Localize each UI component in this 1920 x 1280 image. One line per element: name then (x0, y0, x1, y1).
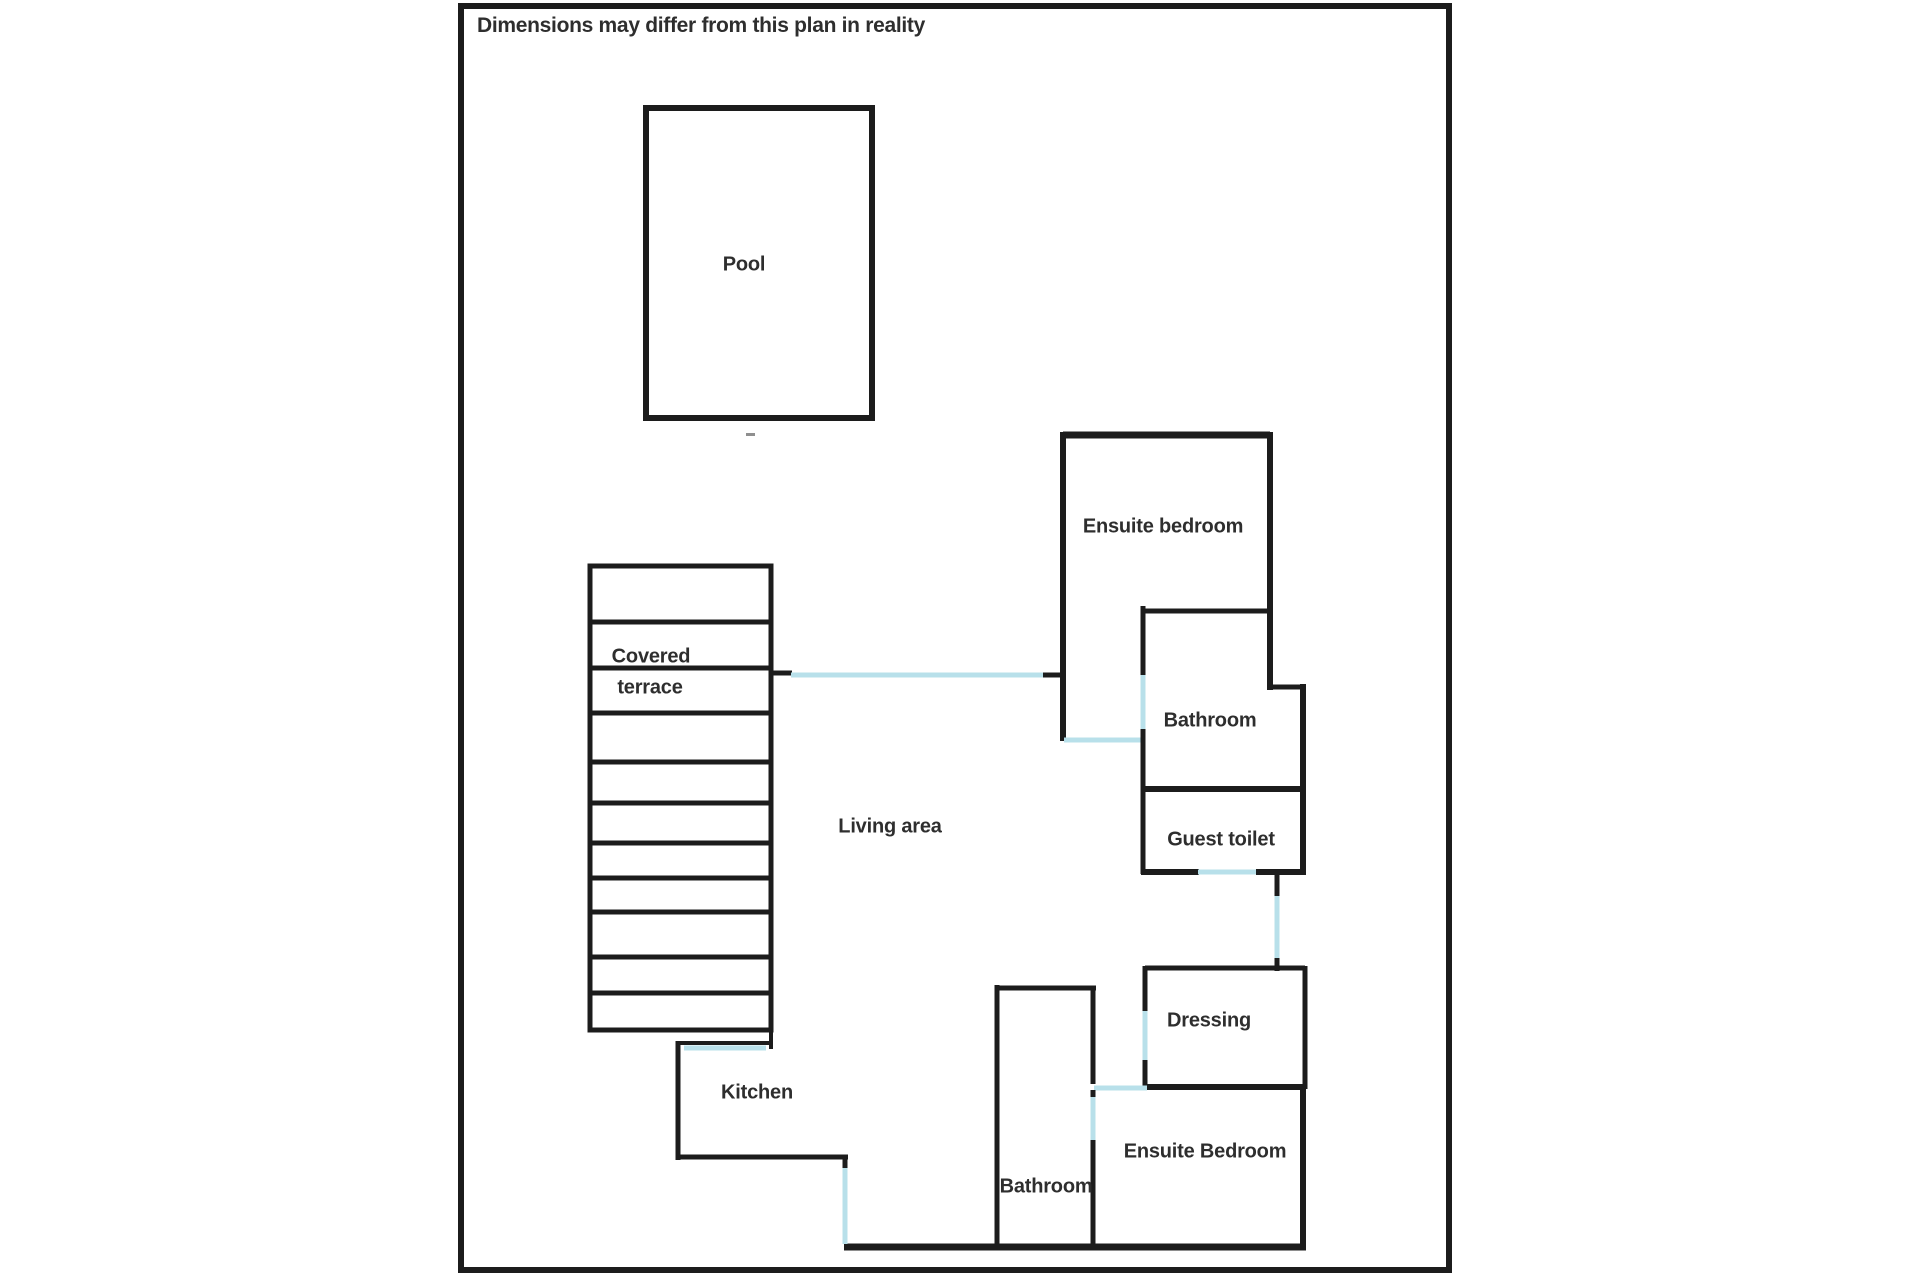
label-covered-terrace-line2: terrace (617, 676, 683, 699)
label-dressing: Dressing (1167, 1009, 1251, 1032)
label-guest-toilet: Guest toilet (1167, 828, 1275, 851)
kitchen-walls (676, 1031, 848, 1244)
bathroom-bottom-walls (995, 985, 1096, 1250)
label-pool: Pool (722, 253, 766, 276)
covered-terrace-outline (588, 566, 771, 1030)
label-kitchen: Kitchen (721, 1081, 793, 1104)
plan-outer-border (461, 6, 1449, 1270)
disclaimer-text: Dimensions may differ from this plan in reality (477, 14, 926, 37)
label-living-area: Living area (838, 815, 942, 838)
pool-marker-dot (746, 433, 755, 436)
ensuite-bedroom-top-walls (1063, 432, 1306, 875)
label-covered-terrace-line1: Covered (611, 645, 691, 668)
label-ensuite-bedroom-bottom: Ensuite Bedroom (1123, 1140, 1287, 1163)
ensuite-bedroom-bottom-walls (844, 1085, 1306, 1250)
living-area-glass-wall (773, 673, 1066, 675)
label-bathroom-top: Bathroom (1163, 709, 1257, 732)
label-ensuite-bedroom-top: Ensuite bedroom (1082, 515, 1244, 538)
label-bathroom-bottom: Bathroom (999, 1175, 1093, 1198)
